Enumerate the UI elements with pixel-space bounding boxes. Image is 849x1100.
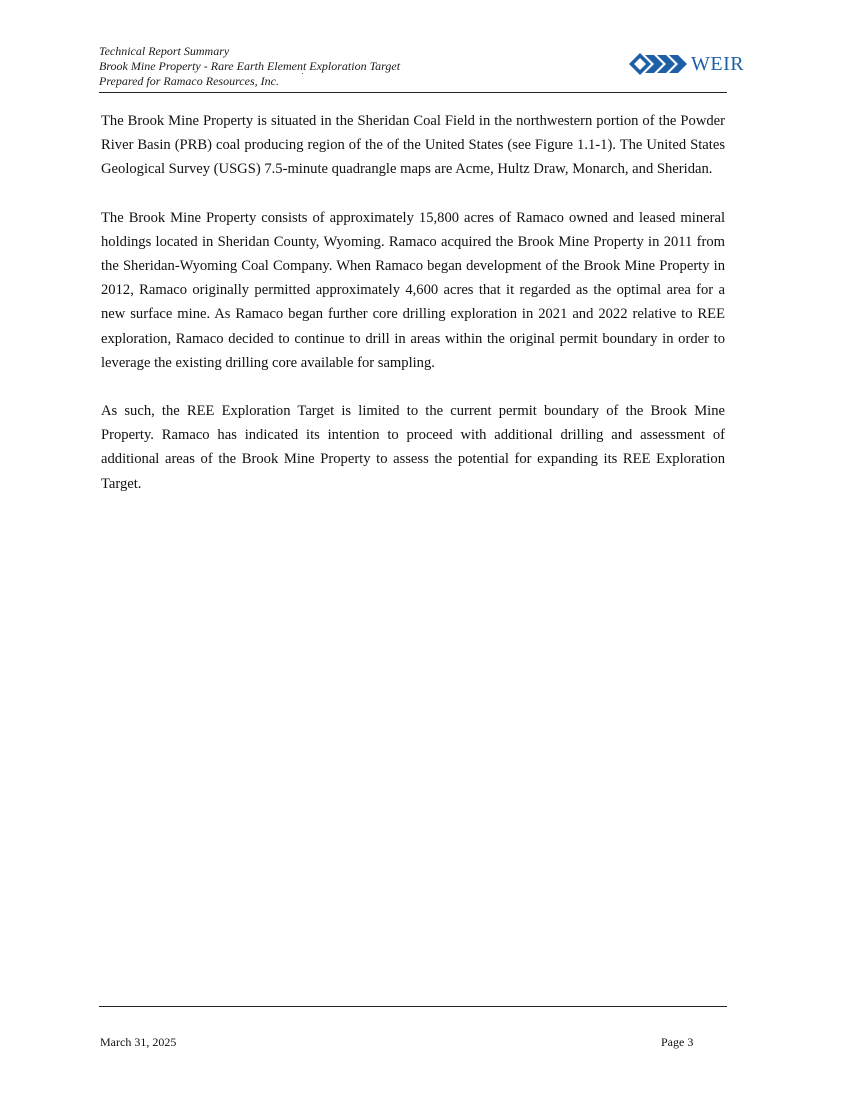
report-body [101,109,725,520]
paragraph-location: The Brook Mine Property is situated in the Sheridan Coal Field in the northwestern portion of the Powder River Basin (PRB) coal producing region of the of the United States (see Figure 1.1-1). The United States Geological Survey (USGS) 7.5-minute quadrangle maps are Acme, Hultz Draw, Monarch, and Sheridan. [101,113,725,178]
diamond-chevrons-icon [629,52,689,76]
weir-logo [629,52,744,76]
paragraph-exploration-target: As such, the REE Exploration Target is limited to the current permit boundary of the Brook Mine Property. Ramaco has indicated its intention to proceed with additional drilling and assessment of additional areas of the Brook Mine Property to assess the potential for expanding its REE Exploration Target. [101,403,725,492]
header-report-type: Technical Report Summary [99,44,230,58]
footer-page-number: Page 3 [661,1035,694,1049]
header-text-block [99,44,400,89]
footer-divider [99,1006,727,1007]
paragraph-holdings: The Brook Mine Property consists of approximately 15,800 acres of Ramaco owned and leased mineral holdings located in Sheridan County, Wyoming. Ramaco acquired the Brook Mine Property in 2011 from the Sheridan-Wyoming Coal Company. When Ramaco began development of the Brook Mine Property in 2012, Ramaco originally permitted approximately 4,600 acres that it regarded as the optimal area for a new surface mine. As Ramaco began further core drilling exploration in 2021 and 2022 relative to REE exploration, Ramaco decided to continue to drill in areas within the original permit boundary in order to leverage the existing drilling core available for sampling. [101,209,725,371]
logo-wordmark: WEIR [691,53,745,75]
header-report-title: Brook Mine Property - Rare Earth Element Exploration Target [99,59,401,73]
header-divider [99,92,727,93]
footer-date: March 31, 2025 [100,1035,177,1049]
header-prepared-for: Prepared for Ramaco Resources, Inc. [99,74,279,88]
stray-dot [302,73,303,74]
